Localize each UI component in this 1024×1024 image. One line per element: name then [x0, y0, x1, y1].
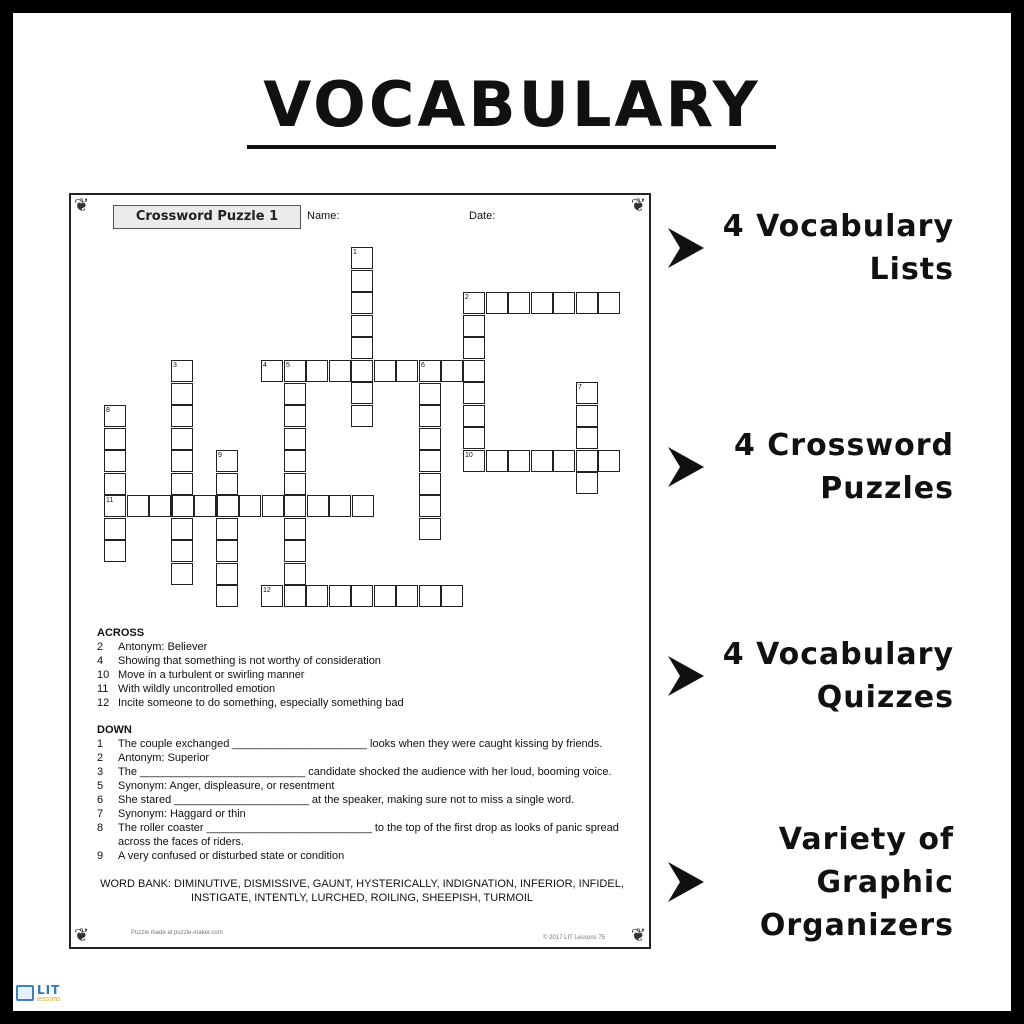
- page-title: VOCABULARY: [263, 68, 761, 141]
- across-clue: [97, 655, 637, 669]
- crossword-cell: [396, 360, 418, 382]
- crossword-cell: [171, 563, 193, 585]
- down-clue-list: [97, 738, 637, 863]
- cell-number: 3: [173, 362, 177, 369]
- crossword-cell: [284, 473, 306, 495]
- clue-text: Showing that something is not worthy of consideration: [118, 654, 381, 667]
- footer-copyright: © 2017 LIT Lessons 75: [543, 935, 606, 941]
- corner-ornament-icon: ❦: [74, 925, 90, 946]
- crossword-cell: [576, 450, 598, 472]
- across-clue-list: [97, 641, 637, 711]
- crossword-cell: [104, 428, 126, 450]
- corner-ornament-icon: ❦: [630, 195, 646, 216]
- crossword-cell: [508, 450, 530, 472]
- crossword-cell: [171, 383, 193, 405]
- arrow-right-icon: [666, 445, 706, 489]
- crossword-cell: [104, 540, 126, 562]
- clue-text: The couple exchanged ______________________ looks when they were caught kissing by friends.: [118, 738, 603, 751]
- cell-number: 10: [465, 452, 473, 459]
- clue-number: 8: [97, 821, 104, 834]
- cell-number: 5: [286, 362, 290, 369]
- crossword-cell: [419, 450, 441, 472]
- crossword-cell: [441, 360, 463, 382]
- cell-number: 6: [421, 362, 425, 369]
- down-clue: [97, 738, 637, 752]
- across-heading: ACROSS: [97, 627, 145, 639]
- cell-number: 7: [578, 384, 582, 391]
- down-heading: DOWN: [97, 724, 132, 737]
- title-underline: [247, 145, 776, 149]
- word-bank: WORD BANK: DIMINUTIVE, DISMISSIVE, GAUNT, HYSTERICALLY, INDIGNATION, INFERIOR, INFIDEL, INSTIGATE, INTENTLY, LURCHED, ROILING, SHEEPISH, TURMOIL: [100, 878, 624, 904]
- corner-ornament-icon: ❦: [630, 925, 646, 946]
- clue-number: 7: [97, 807, 104, 820]
- crossword-cell: [262, 495, 284, 517]
- crossword-cell: [171, 405, 193, 427]
- clue-text: Synonym: Haggard or thin: [118, 807, 246, 820]
- logo-brand: LIT: [37, 983, 61, 997]
- cell-number: 1: [353, 249, 357, 256]
- crossword-cell: [419, 428, 441, 450]
- crossword-cell: [284, 450, 306, 472]
- crossword-cell: [171, 518, 193, 540]
- crossword-cell: [171, 428, 193, 450]
- crossword-cell: [576, 405, 598, 427]
- clue-number: 3: [97, 766, 104, 779]
- crossword-cell: [329, 495, 351, 517]
- crossword-cell: [351, 405, 373, 427]
- crossword-cell: [284, 540, 306, 562]
- crossword-cell: [553, 450, 575, 472]
- clue-text: Synonym: Anger, displeasure, or resentment: [118, 780, 335, 793]
- down-clue: [97, 766, 637, 780]
- clue-number: 2: [97, 752, 104, 765]
- crossword-cell: [463, 315, 485, 337]
- crossword-cell: [419, 585, 441, 607]
- crossword-cell: [284, 428, 306, 450]
- clue-number: 4: [97, 654, 104, 667]
- crossword-cell: [351, 315, 373, 337]
- cell-number: 12: [263, 587, 271, 594]
- clue-text: Move in a turbulent or swirling manner: [118, 668, 305, 681]
- crossword-cell: [351, 270, 373, 292]
- crossword-cell: [351, 585, 373, 607]
- cell-number: 11: [106, 497, 114, 504]
- crossword-cell: [216, 540, 238, 562]
- crossword-cell: [553, 292, 575, 314]
- name-label: Name:: [307, 210, 340, 222]
- crossword-cell: [396, 585, 418, 607]
- down-clue: [97, 780, 637, 794]
- crossword-cell: [171, 540, 193, 562]
- crossword-cell: [306, 360, 328, 382]
- across-clue: [97, 641, 637, 655]
- crossword-cell: [598, 450, 620, 472]
- corner-ornament-icon: ❦: [74, 195, 90, 216]
- crossword-cell: [463, 360, 485, 382]
- crossword-cell: [576, 292, 598, 314]
- crossword-cell: [127, 495, 149, 517]
- crossword-cell: [441, 585, 463, 607]
- clue-text: A very confused or disturbed state or condition: [118, 849, 345, 862]
- crossword-cell: [171, 450, 193, 472]
- feature-vocabulary-quizzes: 4 Vocabulary Quizzes: [722, 637, 954, 715]
- clue-number: 2: [97, 640, 104, 653]
- crossword-cell: [307, 495, 329, 517]
- feature-crossword-puzzles: 4 Crossword Puzzles: [733, 428, 954, 506]
- crossword-cell: [374, 585, 396, 607]
- crossword-cell: [217, 495, 239, 517]
- arrow-right-icon: [666, 226, 706, 270]
- down-clue: [97, 752, 637, 766]
- clues-section: [97, 627, 637, 864]
- crossword-cell: [171, 473, 193, 495]
- crossword-cell: [351, 360, 373, 382]
- clue-text: Antonym: Believer: [118, 640, 208, 653]
- crossword-cell: [284, 563, 306, 585]
- crossword-cell: [329, 585, 351, 607]
- crossword-cell: [216, 518, 238, 540]
- clue-number: 6: [97, 793, 104, 806]
- crossword-cell: [284, 518, 306, 540]
- across-clue: [97, 697, 637, 711]
- cell-number: 2: [465, 294, 469, 301]
- footer-credit: Puzzle made at puzzle-maker.com: [131, 930, 223, 936]
- down-clue: [97, 808, 637, 822]
- crossword-cell: [104, 450, 126, 472]
- brand-logo: [16, 983, 64, 1007]
- clue-number: 10: [97, 668, 110, 681]
- crossword-cell: [149, 495, 171, 517]
- worksheet-preview: [69, 193, 651, 949]
- crossword-cell: [284, 383, 306, 405]
- crossword-cell: [419, 383, 441, 405]
- crossword-cell: [419, 405, 441, 427]
- arrow-right-icon: [666, 654, 706, 698]
- crossword-cell: [351, 292, 373, 314]
- cell-number: 4: [263, 362, 267, 369]
- crossword-cell: [216, 585, 238, 607]
- clue-text: With wildly uncontrolled emotion: [118, 682, 276, 695]
- crossword-cell: [486, 292, 508, 314]
- logo-sub: lessons: [37, 996, 61, 1003]
- down-clue: [97, 822, 637, 850]
- crossword-cell: [419, 518, 441, 540]
- crossword-cell: [284, 495, 306, 517]
- clue-text: The ___________________________ candidate shocked the audience with her loud, booming voice.: [118, 766, 612, 779]
- cell-number: 8: [106, 407, 110, 414]
- clue-number: 11: [97, 682, 109, 695]
- date-label: Date:: [469, 210, 496, 222]
- down-clue: [97, 850, 637, 864]
- clue-number: 9: [97, 849, 104, 862]
- crossword-cell: [216, 563, 238, 585]
- clue-text: Antonym: Superior: [118, 752, 210, 765]
- clue-text: Incite someone to do something, especially something bad: [118, 696, 404, 709]
- crossword-cell: [216, 473, 238, 495]
- crossword-cell: [531, 450, 553, 472]
- crossword-cell: [172, 495, 194, 517]
- down-clue: [97, 794, 637, 808]
- crossword-grid: [71, 195, 649, 615]
- crossword-cell: [486, 450, 508, 472]
- crossword-cell: [329, 360, 351, 382]
- crossword-cell: [306, 585, 328, 607]
- worksheet-title: Crossword Puzzle 1: [113, 205, 301, 229]
- crossword-cell: [508, 292, 530, 314]
- across-clue: [97, 683, 637, 697]
- crossword-cell: [576, 427, 598, 449]
- crossword-cell: [576, 472, 598, 494]
- feature-vocabulary-lists: 4 Vocabulary Lists: [722, 209, 954, 287]
- clue-number: 12: [97, 696, 110, 709]
- crossword-cell: [239, 495, 261, 517]
- crossword-cell: [351, 382, 373, 404]
- crossword-cell: [598, 292, 620, 314]
- crossword-cell: [104, 473, 126, 495]
- crossword-cell: [104, 518, 126, 540]
- crossword-cell: [284, 405, 306, 427]
- crossword-cell: [351, 337, 373, 359]
- crossword-cell: [463, 337, 485, 359]
- crossword-cell: [531, 292, 553, 314]
- book-icon: [16, 985, 34, 1001]
- across-clue: [97, 669, 637, 683]
- crossword-cell: [463, 382, 485, 404]
- cell-number: 9: [218, 452, 222, 459]
- crossword-cell: [284, 585, 306, 607]
- arrow-right-icon: [666, 860, 706, 904]
- crossword-cell: [463, 427, 485, 449]
- crossword-cell: [419, 495, 441, 517]
- feature-graphic-organizers: Variety of Graphic Organizers: [759, 822, 954, 943]
- clue-text: She stared ______________________ at the speaker, making sure not to miss a single word.: [118, 793, 575, 806]
- crossword-cell: [352, 495, 374, 517]
- crossword-cell: [419, 473, 441, 495]
- crossword-cell: [463, 405, 485, 427]
- crossword-cell: [374, 360, 396, 382]
- clue-number: 5: [97, 780, 104, 793]
- crossword-cell: [194, 495, 216, 517]
- clue-text: The roller coaster ___________________________ to the top of the first drop as looks of panic spread across the faces of riders.: [118, 821, 619, 848]
- clue-number: 1: [97, 738, 104, 751]
